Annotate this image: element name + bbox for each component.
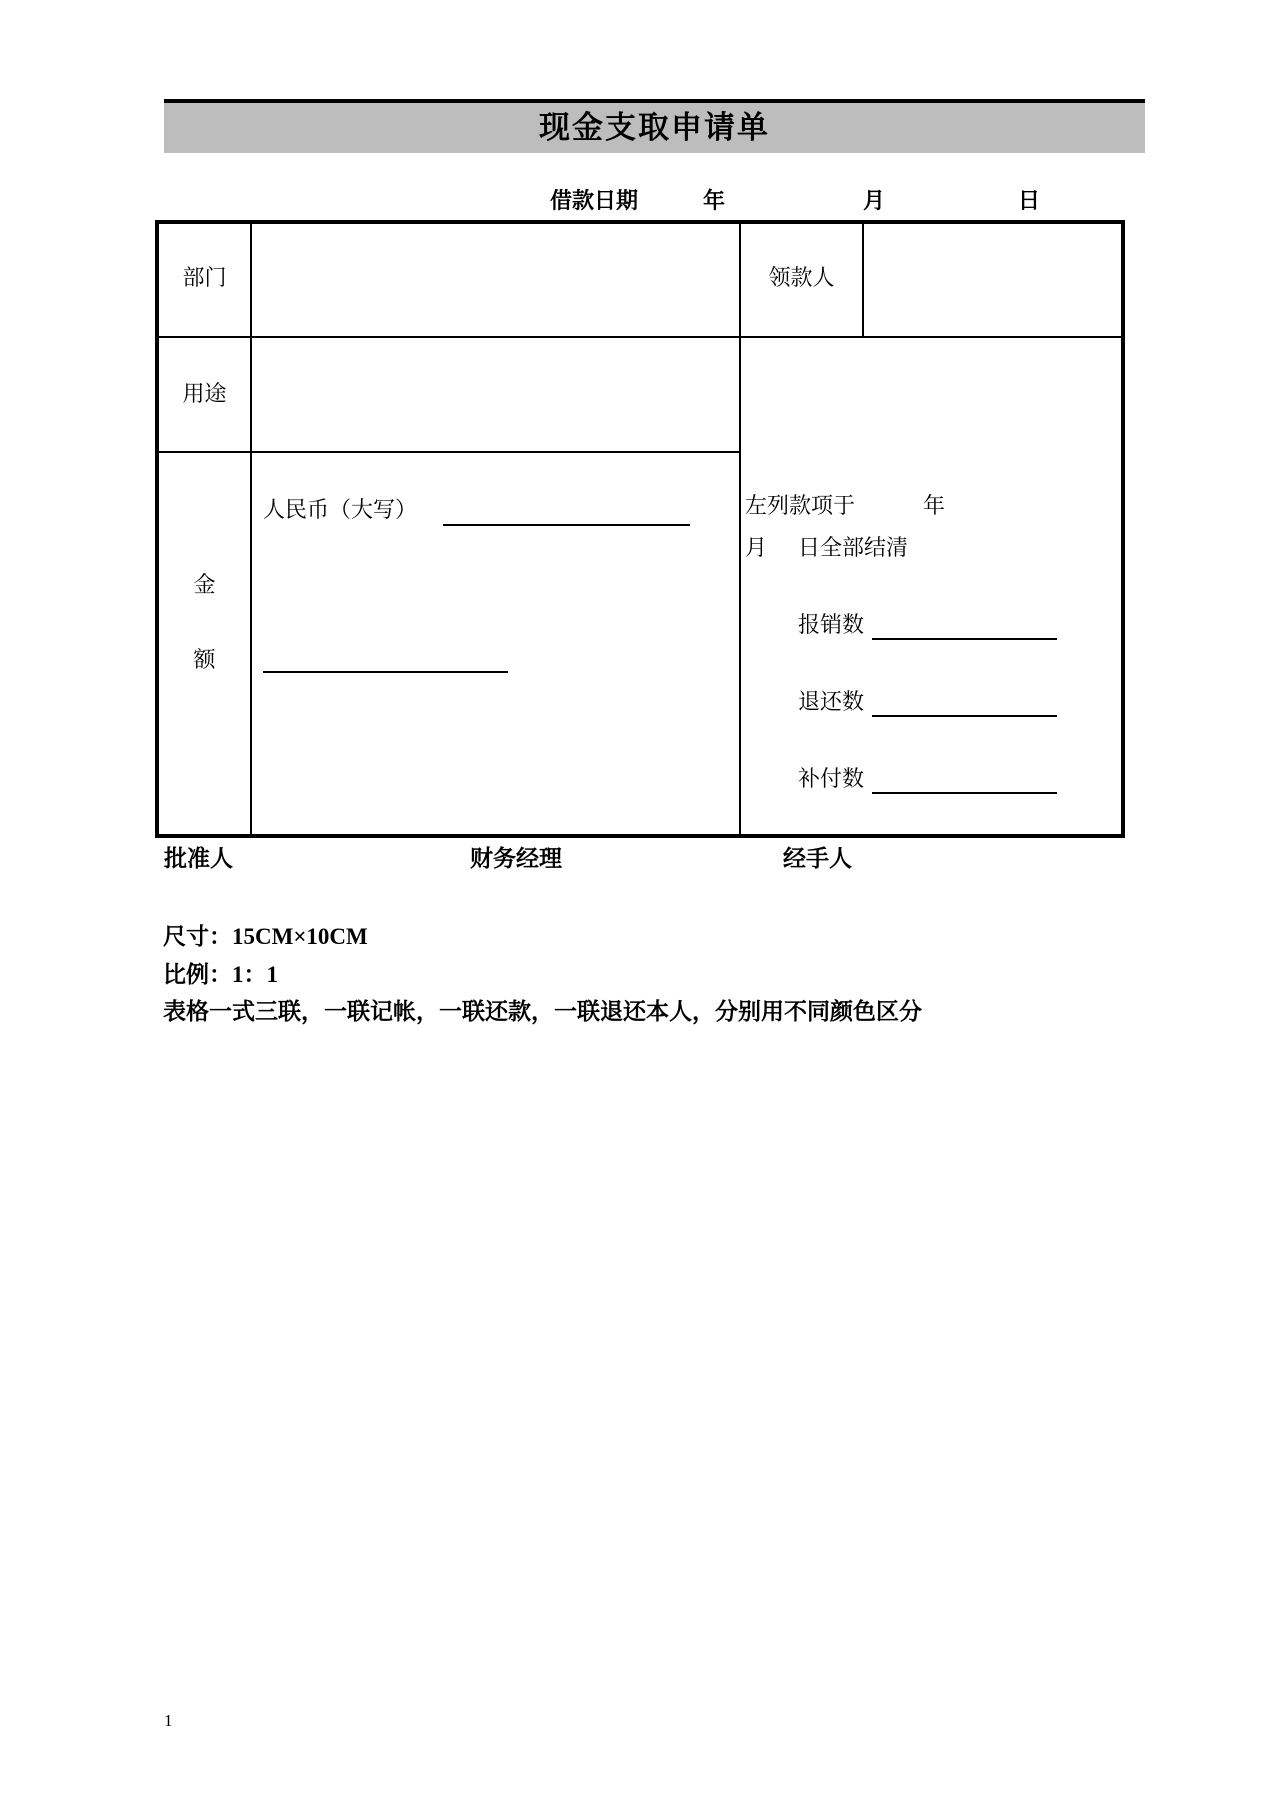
borrow-date-day-label: 日	[1018, 188, 1041, 213]
settle-line1-text: 左列款项于	[745, 493, 856, 518]
rmb-caps-blank-underline[interactable]	[443, 524, 690, 526]
refund-blank-underline[interactable]	[872, 715, 1057, 717]
purpose-label: 用途	[182, 381, 227, 406]
reimburse-label: 报销数	[798, 612, 865, 637]
supplement-blank-underline[interactable]	[872, 792, 1057, 794]
note-size-line: 尺寸：15CM×10CM	[163, 924, 368, 949]
amount-figures-blank-underline[interactable]	[263, 671, 508, 673]
purpose-row-bottom-line	[159, 451, 741, 453]
dept-label: 部门	[182, 265, 227, 290]
page-title: 现金支取申请单	[539, 110, 770, 145]
reimburse-blank-underline[interactable]	[872, 638, 1057, 640]
dept-value-cell[interactable]	[252, 224, 739, 336]
borrow-date-month-label: 月	[863, 188, 886, 213]
handler-label: 经手人	[783, 846, 852, 871]
page-number: 1	[164, 1711, 173, 1730]
payee-label: 领款人	[768, 265, 835, 290]
settle-line1-year-label: 年	[923, 493, 946, 518]
settle-line2-month-label: 月	[745, 535, 768, 560]
borrow-date-label: 借款日期	[550, 188, 639, 213]
amount-label-bottom: 额	[193, 647, 216, 672]
note-copies-line: 表格一式三联，一联记帐，一联还款，一联退还本人，分别用不同颜色区分	[163, 999, 922, 1024]
approver-label: 批准人	[164, 846, 233, 871]
borrow-date-year-label: 年	[703, 188, 726, 213]
supplement-label: 补付数	[798, 766, 865, 791]
finance-manager-label: 财务经理	[470, 846, 562, 871]
note-scale-line: 比例：1：1	[163, 962, 278, 987]
rmb-caps-label: 人民币（大写）	[263, 497, 418, 522]
title-bar	[164, 99, 1145, 153]
purpose-value-cell[interactable]	[252, 338, 739, 451]
settle-line2-text: 日全部结清	[798, 535, 909, 560]
payee-value-cell[interactable]	[864, 224, 1121, 336]
refund-label: 退还数	[798, 689, 865, 714]
amount-label-top: 金	[193, 572, 216, 597]
form-table	[155, 220, 1125, 838]
center-divider-line	[739, 224, 741, 834]
